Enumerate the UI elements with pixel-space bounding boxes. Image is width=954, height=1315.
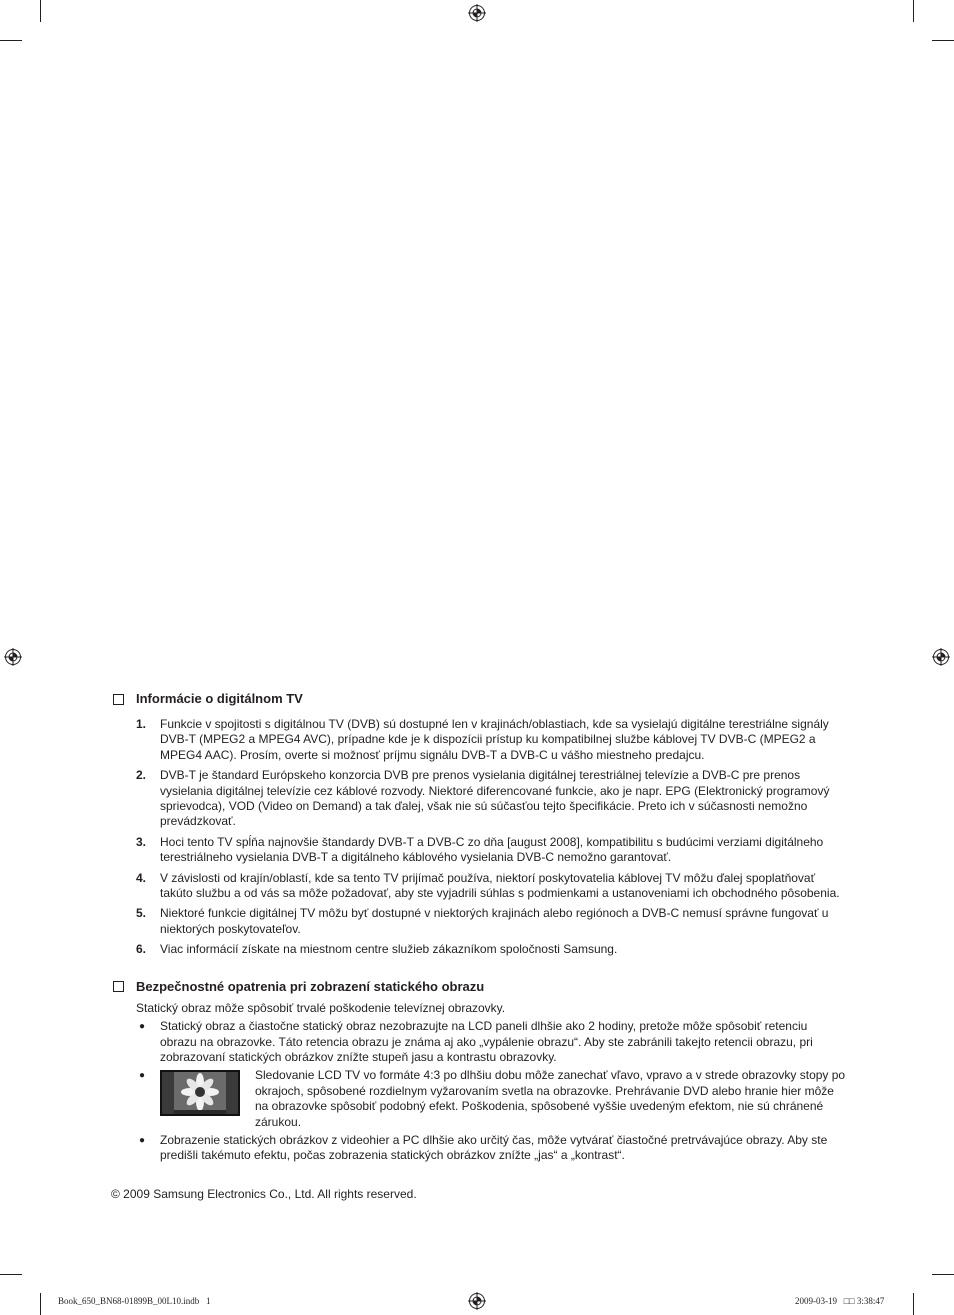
section-title: Bezpečnostné opatrenia pri zobrazení statického obrazu [136, 978, 485, 994]
footer-file-name: Book_650_BN68-01899B_00L10.indb 1 [58, 1296, 211, 1306]
item-number: 1. [136, 717, 147, 731]
crop-mark-bottom-left-h [0, 1274, 22, 1275]
item-text: Hoci tento TV spĺňa najnovšie štandardy DVB-T a DVB-C zo dňa [august 2008], kompatibilitu s budúcimi verziami digitálneho terestriálneho vysielania DVB-T a digitálneho káblového vysielania DVB-C nemožno garantovať. [160, 834, 824, 865]
item-number: 3. [136, 834, 147, 849]
registration-mark-top-icon [468, 4, 486, 22]
registration-mark-right-icon [932, 648, 950, 666]
section-title: Informácie o digitálnom TV [136, 691, 303, 706]
list-item [111, 906, 846, 937]
item-text: Niektoré funkcie digitálnej TV môžu byť dostupné v niektorých krajinách alebo regiónoch a DVB-C nemusí správne fungovať u niektorých poskytovateľov. [160, 906, 829, 936]
crop-mark-bottom-right-h [932, 1274, 954, 1275]
registration-mark-bottom-icon [468, 1292, 486, 1310]
item-text: V závislosti od krajín/oblastí, kde sa tento TV prijímač používa, niektorí poskytovatelia káblovej TV môžu ďalej spoplatňovať takúto službu a od vás sa môže požadovať, aby ste vyjadrili súhlas s podmienkami a ustanoveniami ich obchodného pôsobenia. [160, 870, 840, 901]
crop-mark-top-left-v [40, 0, 41, 22]
item-number: 6. [136, 942, 147, 957]
bullet-icon: ● [139, 1134, 146, 1146]
crop-mark-bottom-right-v [913, 1293, 914, 1315]
crop-mark-bottom-left-v [40, 1293, 41, 1315]
crop-mark-top-left-h [0, 40, 22, 41]
bullet-text: Statický obraz a čiastočne statický obraz nezobrazujte na LCD paneli dlhšie ako 2 hodiny, pretože môže spôsobiť retenciu obrazu na obrazovke. Táto retencia obrazu je známa aj ako „vypálenie obrazu“. Aby ste zabránili takejto retencii obrazu, pri zobrazovaní statických obrázkov znížte stupeň jasu a kontrastu obrazovky. [160, 1019, 813, 1064]
bullet-item [111, 1019, 846, 1065]
list-item [111, 768, 846, 830]
bullet-text: Sledovanie LCD TV vo formáte 4:3 po dlhšiu dobu môže zanechať vľavo, vpravo a v strede obrazovky stopy po okrajoch, spôsobené rozdielnym vyžarovaním svetla na obrazovke. Prehrávanie DVD alebo hranie hier môže na obrazovke spôsobiť podobný efekt. Poškodenia, spôsobené vyššie uvedeným efektom, nie sú chránené zárukou. [255, 1068, 846, 1129]
bullet-text: Zobrazenie statických obrázkov z videohier a PC dlhšie ako určitý čas, môže vytvárať čiastočné pretrvávajúce obrazy. Aby ste predišli takémuto efektu, počas zobrazenia statických obrázkov znížte „jas“ a „kontrast“. [160, 1132, 828, 1163]
numbered-list [111, 717, 846, 958]
list-item [111, 871, 846, 902]
bullet-item [111, 1133, 846, 1164]
bullet-icon: ● [139, 1021, 146, 1033]
list-item [111, 942, 846, 957]
item-text: Funkcie v spojitosti s digitálnou TV (DVB) sú dostupné len v krajinách/oblastiach, kde sa vysielajú digitálne terestriálne signály DVB-T (MPEG2 a MPEG4 AVC), prípadne kde je k dispozícii prístup ku kompatibilnej službe káblovej TV DVB-C (MPEG2 a MPEG4 AAC). Prosím, overte si možnosť príjmu signálu DVB-T a DVB-C u vášho miestneho predajcu. [160, 717, 829, 762]
bullet-icon: ● [139, 1070, 146, 1082]
item-number: 2. [136, 768, 147, 783]
list-item [111, 835, 846, 866]
list-item [111, 717, 846, 763]
crop-mark-top-right-v [913, 0, 914, 22]
item-number: 5. [136, 906, 147, 921]
item-text: Viac informácií získate na miestnom centre služieb zákazníkom spoločnosti Samsung. [160, 942, 618, 957]
bullet-item [111, 1068, 846, 1130]
copyright-notice: © 2009 Samsung Electronics Co., Ltd. All rights reserved. [111, 1187, 417, 1201]
item-text: DVB-T je štandard Európskeho konzorcia DVB pre prenos vysielania digitálnej terestriálnej televízie a DVB-C pre prenos vysielania digitálnej televízie cez káblové rozvody. Niektoré diferencované funkcie, ako je napr. EPG (Elektronický programový sprievodca), VOD (Video on Demand) a tak ďalej, však nie sú súčasťou tejto špecifikácie. Preto ich v súčasnosti nemožno prevádzkovať. [160, 768, 830, 829]
main-content [111, 690, 846, 1164]
registration-mark-left-icon [4, 648, 22, 666]
item-number: 4. [136, 870, 147, 885]
footer-timestamp: 2009-03-19 □□ 3:38:47 [795, 1296, 885, 1306]
crop-mark-top-right-h [932, 40, 954, 41]
section-heading-static [111, 978, 846, 996]
section-heading-digital [111, 690, 846, 708]
checkbox-square-icon [113, 694, 124, 705]
section-intro: Statický obraz môže spôsobiť trvalé poškodenie televíznej obrazovky. [136, 1000, 506, 1015]
checkbox-square-icon [113, 981, 124, 992]
tv-flower-image [160, 1070, 240, 1116]
